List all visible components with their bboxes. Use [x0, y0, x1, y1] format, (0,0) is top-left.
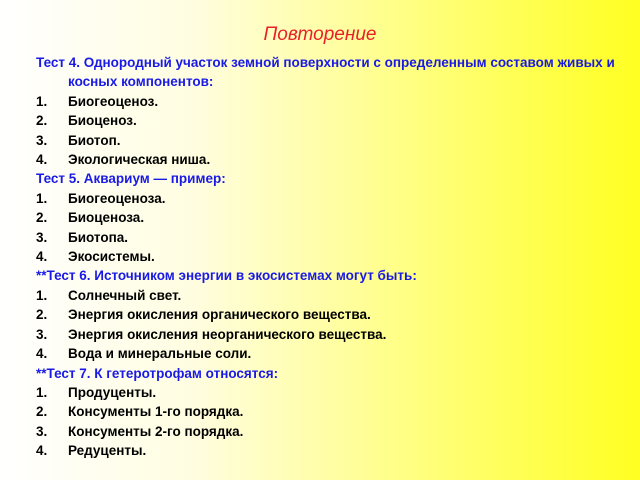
answer-option	[36, 402, 616, 421]
option-number: 4.	[36, 346, 48, 362]
option-text: Энергия окисления неорганического вещества.	[68, 326, 387, 342]
option-number: 1.	[36, 190, 48, 206]
option-number: 4.	[36, 443, 48, 459]
option-number: 2.	[36, 210, 48, 226]
option-text: Консументы 1-го порядка.	[68, 404, 244, 420]
option-text: Биотоп.	[68, 132, 121, 148]
slide-title: Повторение	[263, 24, 377, 45]
option-number: 2.	[36, 307, 48, 323]
test-list	[36, 53, 616, 461]
test-6	[36, 266, 616, 363]
answer-option	[36, 111, 616, 130]
option-text: Биоценоза.	[68, 210, 145, 226]
option-number: 3.	[36, 132, 48, 148]
option-number: 4.	[36, 249, 48, 265]
option-text: Экологическая ниша.	[68, 152, 211, 168]
option-text: Продуценты.	[68, 384, 157, 400]
answer-option	[36, 247, 616, 266]
option-number: 2.	[36, 404, 48, 420]
option-text: Экосистемы.	[68, 249, 155, 265]
answer-option	[36, 383, 616, 402]
answer-options	[36, 189, 616, 267]
answer-option	[36, 189, 616, 208]
answer-options	[36, 383, 616, 461]
answer-option	[36, 131, 616, 150]
answer-option	[36, 441, 616, 460]
option-text: Редуценты.	[68, 443, 147, 459]
test-7	[36, 364, 616, 461]
answer-option	[36, 344, 616, 363]
test-question: **Тест 7. К гетеротрофам относятся:	[36, 365, 279, 381]
test-question: **Тест 6. Источником энергии в экосистемах могут быть:	[36, 268, 417, 284]
answer-option	[36, 208, 616, 227]
option-text: Биоценоз.	[68, 113, 137, 129]
option-number: 4.	[36, 152, 48, 168]
answer-options	[36, 286, 616, 364]
option-number: 1.	[36, 93, 48, 109]
option-text: Энергия окисления органического вещества.	[68, 307, 371, 323]
option-text: Биотопа.	[68, 229, 129, 245]
option-number: 3.	[36, 326, 48, 342]
option-number: 2.	[36, 113, 48, 129]
option-text: Консументы 2-го порядка.	[68, 423, 244, 439]
test-5	[36, 169, 616, 266]
test-question: Тест 5. Аквариум — пример:	[36, 171, 226, 187]
answer-option	[36, 422, 616, 441]
option-number: 3.	[36, 423, 48, 439]
answer-option	[36, 228, 616, 247]
option-text: Вода и минеральные соли.	[68, 346, 252, 362]
test-question: Тест 4. Однородный участок земной поверхности с определенным составом живых и косных компонентов:	[36, 55, 615, 90]
answer-option	[36, 325, 616, 344]
option-text: Биогеоценоза.	[68, 190, 166, 206]
test-4	[36, 53, 616, 169]
option-number: 3.	[36, 229, 48, 245]
answer-options	[36, 92, 616, 170]
option-text: Солнечный свет.	[68, 287, 182, 303]
answer-option	[36, 92, 616, 111]
option-number: 1.	[36, 384, 48, 400]
answer-option	[36, 150, 616, 169]
answer-option	[36, 286, 616, 305]
option-text: Биогеоценоз.	[68, 93, 159, 109]
option-number: 1.	[36, 287, 48, 303]
answer-option	[36, 305, 616, 324]
